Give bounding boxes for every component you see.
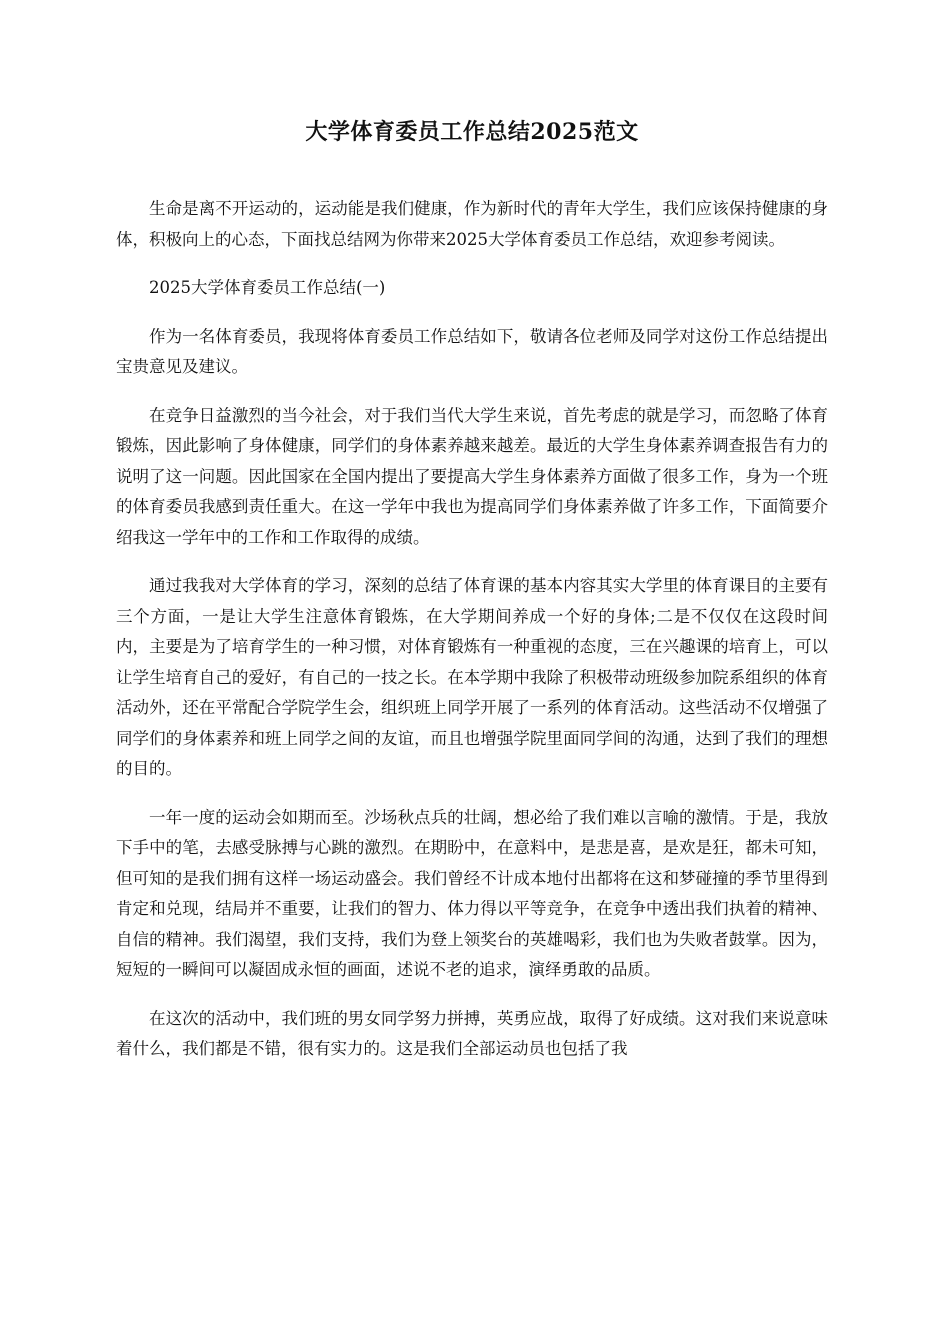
paragraph-3: 通过我我对大学体育的学习，深刻的总结了体育课的基本内容其实大学里的体育课目的主要有三个方面，一是让大学生注意体育锻炼，在大学期间养成一个好的身体;二是不仅仅在这段时间内，主要是为了培育学生的一种习惯，对体育锻炼有一种重视的态度，三在兴趣课的培育上，可以让学生培育自己的爱好，有自己的一技之长。在本学期中我除了积极带动班级参加院系组织的体育活动外，还在平常配合学院学生会，组织班上同学开展了一系列的体育活动。这些活动不仅增强了同学们的身体素养和班上同学之间的友谊，而且也增强学院里面同学间的沟通，达到了我们的理想的目的。 <box>116 576 828 778</box>
intro-paragraph: 生命是离不开运动的，运动能是我们健康，作为新时代的青年大学生，我们应该保持健康的身体，积极向上的心态，下面找总结网为你带来2025大学体育委员工作总结，欢迎参考阅读。 <box>116 199 828 249</box>
document-title: 大学体育委员工作总结2025范文 <box>305 119 639 145</box>
section-heading: 2025大学体育委员工作总结(一) <box>149 278 386 297</box>
paragraph-5: 在这次的活动中，我们班的男女同学努力拼搏，英勇应战，取得了好成绩。这对我们来说意味着什么，我们都是不错，很有实力的。这是我们全部运动员也包括了我 <box>116 1008 828 1058</box>
paragraph-4: 一年一度的运动会如期而至。沙场秋点兵的壮阔，想必给了我们难以言喻的激情。于是，我放下手中的笔，去感受脉搏与心跳的激烈。在期盼中，在意料中，是悲是喜，是欢是狂，都未可知，但可知的是我们拥有这样一场运动盛会。我们曾经不计成本地付出都将在这和梦碰撞的季节里得到肯定和兑现，结局并不重要，让我们的智力、体力得以平等竞争，在竞争中透出我们执着的精神、自信的精神。我们渴望，我们支持，我们为登上领奖台的英雄喝彩，我们也为失败者鼓掌。因为，短短的一瞬间可以凝固成永恒的画面，述说不老的追求，演绎勇敢的品质。 <box>116 807 828 979</box>
paragraph-1: 作为一名体育委员，我现将体育委员工作总结如下，敬请各位老师及同学对这份工作总结提出宝贵意见及建议。 <box>116 326 828 376</box>
document-body <box>116 112 828 1083</box>
paragraph-2: 在竞争日益激烈的当今社会，对于我们当代大学生来说，首先考虑的就是学习，而忽略了体育锻炼，因此影响了身体健康，同学们的身体素养越来越差。最近的大学生身体素养调查报告有力的说明了这一问题。因此国家在全国内提出了要提高大学生身体素养方面做了很多工作，身为一个班的体育委员我感到责任重大。在这一学年中我也为提高同学们身体素养做了许多工作，下面简要介绍我这一学年中的工作和工作取得的成绩。 <box>116 405 828 547</box>
